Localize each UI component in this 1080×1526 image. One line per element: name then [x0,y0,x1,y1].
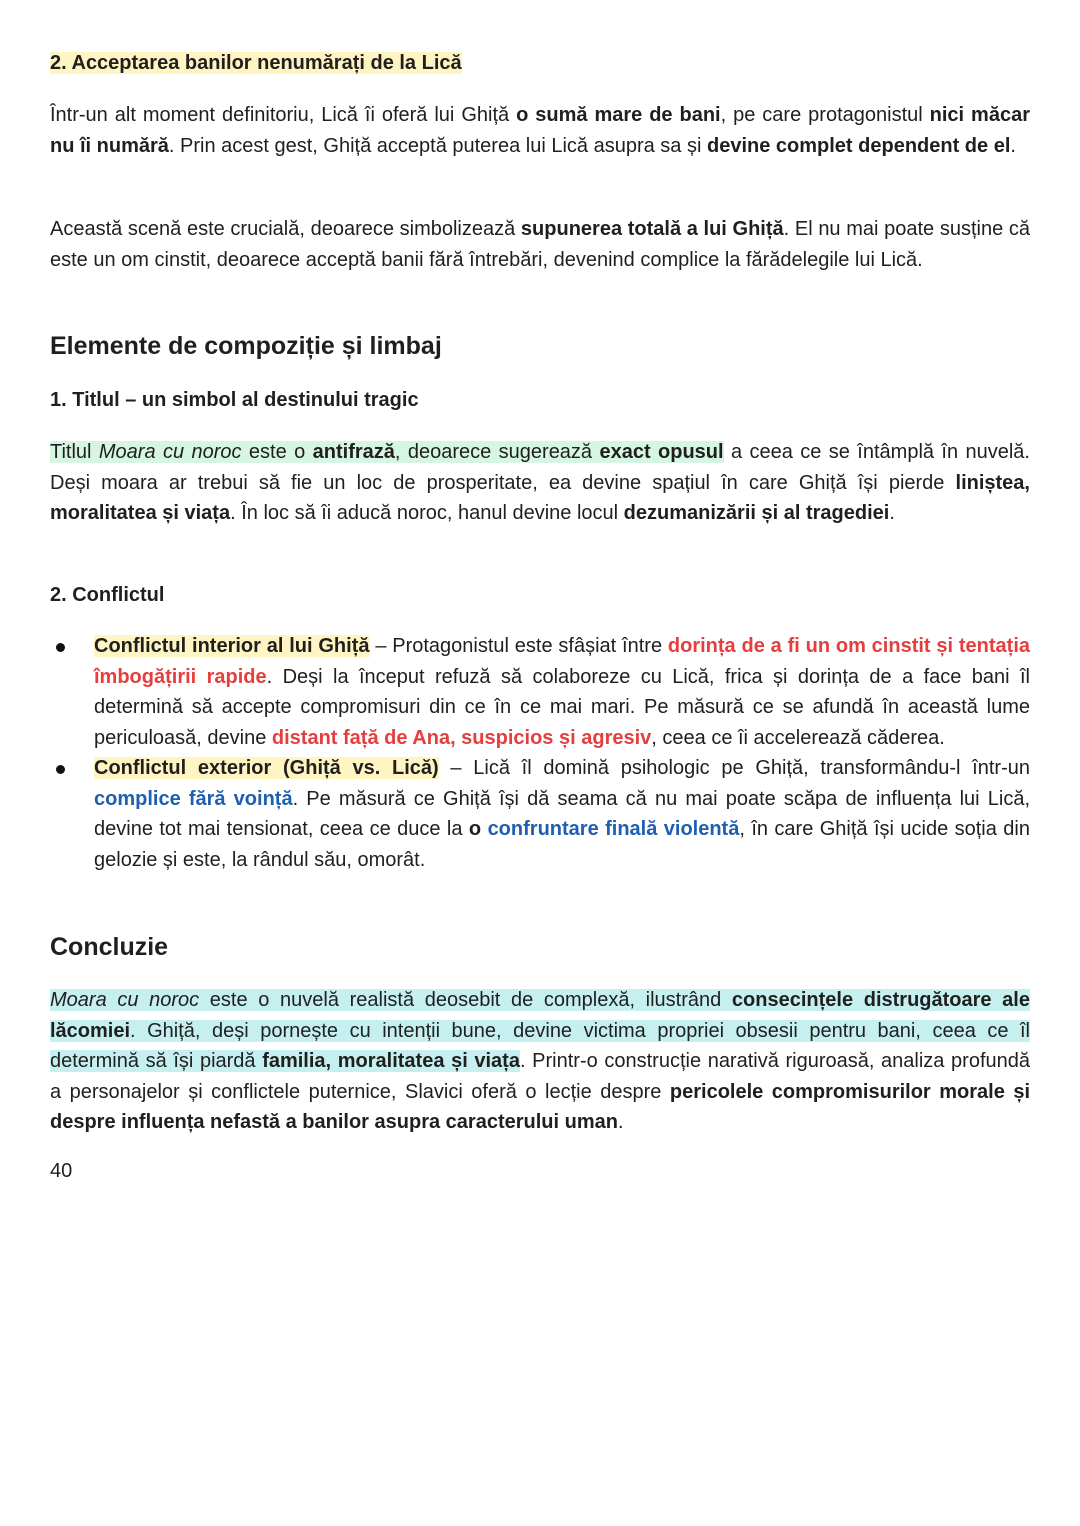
bullet-icon [56,643,65,652]
list-item: Conflictul interior al lui Ghiță – Protagonistul este sfâșiat între dorința de a fi un om cinstit și tentația îmbogățirii rapide. Deși la început refuză să colaboreze cu Lică, frica și dorința de a face bani îl determină să accepte compromisuri din ce în ce mai mari. Pe măsură ce se afundă în această lume periculoasă, devine distant față de Ana, suspicios și agresiv, ceea ce îi accelerează căderea. [50,631,1030,753]
paragraph: Această scenă este crucială, deoarece simbolizează supunerea totală a lui Ghiță. El nu mai poate susține că este un om cinstit, deoarece acceptă banii fără întrebări, devenind complice la fărădelegile lui Lică. [50,218,1030,271]
section-heading: Elemente de compoziție și limbaj [50,332,442,360]
section-heading: 2. Acceptarea banilor nenumărați de la Lică [50,52,462,74]
section-heading: Concluzie [50,933,169,961]
paragraph: Titlul Moara cu noroc este o antifrază, deoarece sugerează exact opusul a ceea ce se întâmplă în nuvelă. Deși moara ar trebui să fie un loc de prosperitate, ea devine spațiul în care Ghiță își pierde liniștea, moralitatea și viața. În loc să îi aducă noroc, hanul devine locul dezumanizării și al tragediei. [50,441,1030,524]
subsection-heading: 2. Conflictul [50,584,165,606]
bullet-icon [56,765,65,774]
paragraph: Moara cu noroc este o nuvelă realistă deosebit de complexă, ilustrând consecințele distrugătoare ale lăcomiei. Ghiță, deși pornește cu intenții bune, devine victima propriei obsesii pentru bani, ceea ce îl determină să își piardă familia, moralitatea și viața. Printr-o construcție narativă riguroasă, analiza profundă a personajelor și conflictele puternice, Slavici oferă o lecție despre pericolele compromisurilor morale și despre influența nefastă a banilor asupra caracterului uman. [50,989,1031,1133]
page-number: 40 [50,1160,73,1182]
subsection-heading: 1. Titlul – un simbol al destinului tragic [50,389,419,411]
bullet-list [50,631,1030,875]
list-item: Conflictul exterior (Ghiță vs. Lică) – Lică îl domină psihologic pe Ghiță, transformându-l într-un complice fără voință. Pe măsură ce Ghiță își dă seama că nu mai poate scăpa de influența lui Lică, devine tot mai tensionat, ceea ce duce la o confruntare finală violentă, în care Ghiță își ucide soția din gelozie și este, la rândul său, omorât. [50,753,1030,875]
paragraph: Într-un alt moment definitoriu, Lică îi oferă lui Ghiță o sumă mare de bani, pe care protagonistul nici măcar nu îi numără. Prin acest gest, Ghiță acceptă puterea lui Lică asupra sa și devine complet dependent de el. [50,104,1030,157]
